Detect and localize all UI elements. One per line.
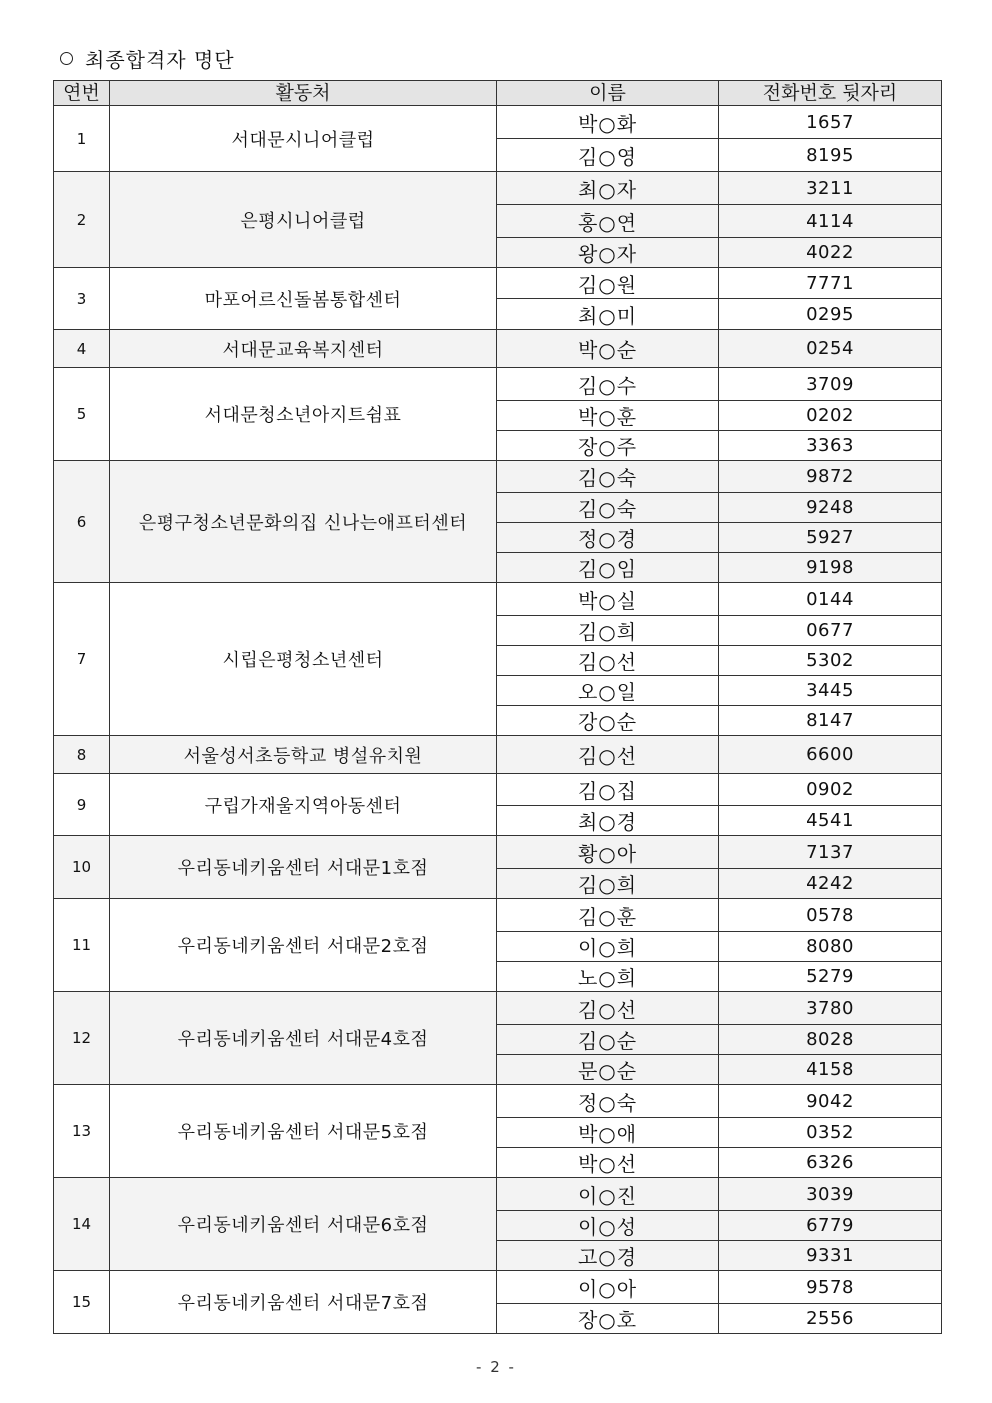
page-heading (60, 44, 235, 73)
header-phone: 전화번호 뒷자리 (719, 81, 942, 106)
cell-name: 장○호 (497, 1304, 719, 1334)
table-row (54, 899, 942, 932)
cell-phone: 8147 (719, 706, 942, 736)
cell-phone: 6779 (719, 1211, 942, 1241)
cell-name: 김○선 (497, 736, 719, 774)
cell-organization: 우리동네키움센터 서대문5호점 (110, 1085, 497, 1178)
cell-name: 홍○연 (497, 205, 719, 238)
cell-number: 13 (54, 1085, 110, 1178)
cell-name: 박○실 (497, 583, 719, 616)
cell-organization: 은평시니어클럽 (110, 172, 497, 268)
cell-organization: 서대문청소년아지트쉼표 (110, 368, 497, 461)
cell-name: 박○애 (497, 1118, 719, 1148)
cell-organization: 서대문시니어클럽 (110, 106, 497, 172)
cell-organization: 서대문교육복지센터 (110, 330, 497, 368)
cell-phone: 4114 (719, 205, 942, 238)
cell-phone: 3709 (719, 368, 942, 401)
cell-name: 이○성 (497, 1211, 719, 1241)
table-row (54, 172, 942, 205)
cell-name: 김○집 (497, 774, 719, 806)
cell-phone: 5279 (719, 962, 942, 992)
table-body (54, 106, 942, 1334)
cell-number: 7 (54, 583, 110, 736)
cell-organization: 마포어르신돌봄통합센터 (110, 268, 497, 330)
cell-name: 노○희 (497, 962, 719, 992)
cell-phone: 9872 (719, 461, 942, 493)
cell-name: 정○숙 (497, 1085, 719, 1118)
final-applicants-table (53, 80, 942, 1334)
cell-phone: 2556 (719, 1304, 942, 1334)
cell-name: 왕○자 (497, 238, 719, 268)
table-row (54, 1271, 942, 1304)
table-row (54, 774, 942, 806)
cell-name: 박○선 (497, 1148, 719, 1178)
cell-number: 15 (54, 1271, 110, 1334)
cell-phone: 4242 (719, 869, 942, 899)
table-row (54, 836, 942, 869)
cell-organization: 우리동네키움센터 서대문7호점 (110, 1271, 497, 1334)
cell-phone: 6600 (719, 736, 942, 774)
table-row (54, 583, 942, 616)
cell-phone: 1657 (719, 106, 942, 139)
cell-number: 3 (54, 268, 110, 330)
cell-phone: 9578 (719, 1271, 942, 1304)
cell-name: 김○영 (497, 139, 719, 172)
cell-phone: 8195 (719, 139, 942, 172)
cell-phone: 4022 (719, 238, 942, 268)
cell-number: 10 (54, 836, 110, 899)
cell-phone: 0144 (719, 583, 942, 616)
table-row (54, 330, 942, 368)
cell-name: 황○아 (497, 836, 719, 869)
cell-name: 김○원 (497, 268, 719, 299)
cell-phone: 4158 (719, 1055, 942, 1085)
header-name: 이름 (497, 81, 719, 106)
header-number: 연번 (54, 81, 110, 106)
cell-phone: 0902 (719, 774, 942, 806)
table-header-row (54, 81, 942, 106)
cell-name: 김○희 (497, 869, 719, 899)
cell-organization: 우리동네키움센터 서대문2호점 (110, 899, 497, 992)
cell-phone: 3445 (719, 676, 942, 706)
cell-phone: 0677 (719, 616, 942, 646)
cell-phone: 5302 (719, 646, 942, 676)
table-row (54, 736, 942, 774)
cell-name: 김○수 (497, 368, 719, 401)
cell-name: 최○미 (497, 299, 719, 330)
cell-number: 5 (54, 368, 110, 461)
cell-name: 강○순 (497, 706, 719, 736)
cell-number: 6 (54, 461, 110, 583)
cell-name: 김○임 (497, 553, 719, 583)
cell-name: 이○희 (497, 932, 719, 962)
cell-phone: 4541 (719, 806, 942, 836)
cell-number: 12 (54, 992, 110, 1085)
cell-phone: 7771 (719, 268, 942, 299)
cell-phone: 0352 (719, 1118, 942, 1148)
cell-organization: 우리동네키움센터 서대문4호점 (110, 992, 497, 1085)
cell-name: 김○숙 (497, 461, 719, 493)
cell-name: 김○훈 (497, 899, 719, 932)
cell-number: 2 (54, 172, 110, 268)
cell-phone: 9331 (719, 1241, 942, 1271)
table-row (54, 106, 942, 139)
cell-phone: 3780 (719, 992, 942, 1025)
cell-organization: 우리동네키움센터 서대문1호점 (110, 836, 497, 899)
header-organization: 활동처 (110, 81, 497, 106)
table-row (54, 992, 942, 1025)
heading-title: 최종합격자 명단 (85, 48, 235, 72)
cell-phone: 3039 (719, 1178, 942, 1211)
cell-phone: 9248 (719, 493, 942, 523)
cell-number: 9 (54, 774, 110, 836)
cell-number: 4 (54, 330, 110, 368)
cell-phone: 0578 (719, 899, 942, 932)
cell-organization: 은평구청소년문화의집 신나는애프터센터 (110, 461, 497, 583)
cell-phone: 7137 (719, 836, 942, 869)
page-number: - 2 - (476, 1358, 516, 1376)
table-row (54, 1178, 942, 1211)
cell-number: 14 (54, 1178, 110, 1271)
cell-organization: 우리동네키움센터 서대문6호점 (110, 1178, 497, 1271)
cell-name: 장○주 (497, 431, 719, 461)
cell-phone: 5927 (719, 523, 942, 553)
cell-phone: 0254 (719, 330, 942, 368)
cell-name: 김○희 (497, 616, 719, 646)
cell-phone: 9198 (719, 553, 942, 583)
cell-name: 이○아 (497, 1271, 719, 1304)
cell-name: 문○순 (497, 1055, 719, 1085)
cell-organization: 서울성서초등학교 병설유치원 (110, 736, 497, 774)
cell-phone: 8080 (719, 932, 942, 962)
cell-name: 김○숙 (497, 493, 719, 523)
cell-number: 11 (54, 899, 110, 992)
cell-name: 김○선 (497, 646, 719, 676)
cell-phone: 0202 (719, 401, 942, 431)
cell-name: 최○자 (497, 172, 719, 205)
cell-organization: 시립은평청소년센터 (110, 583, 497, 736)
circle-icon (60, 52, 73, 65)
cell-name: 김○선 (497, 992, 719, 1025)
table-row (54, 461, 942, 493)
cell-number: 8 (54, 736, 110, 774)
cell-name: 김○순 (497, 1025, 719, 1055)
cell-phone: 6326 (719, 1148, 942, 1178)
cell-phone: 9042 (719, 1085, 942, 1118)
cell-name: 오○일 (497, 676, 719, 706)
cell-name: 고○경 (497, 1241, 719, 1271)
cell-name: 최○경 (497, 806, 719, 836)
cell-phone: 3211 (719, 172, 942, 205)
cell-name: 정○경 (497, 523, 719, 553)
cell-organization: 구립가재울지역아동센터 (110, 774, 497, 836)
cell-phone: 3363 (719, 431, 942, 461)
table-row (54, 268, 942, 299)
cell-phone: 8028 (719, 1025, 942, 1055)
table-row (54, 368, 942, 401)
table-row (54, 1085, 942, 1118)
cell-name: 박○훈 (497, 401, 719, 431)
cell-name: 박○순 (497, 330, 719, 368)
cell-name: 박○화 (497, 106, 719, 139)
cell-name: 이○진 (497, 1178, 719, 1211)
cell-phone: 0295 (719, 299, 942, 330)
cell-number: 1 (54, 106, 110, 172)
